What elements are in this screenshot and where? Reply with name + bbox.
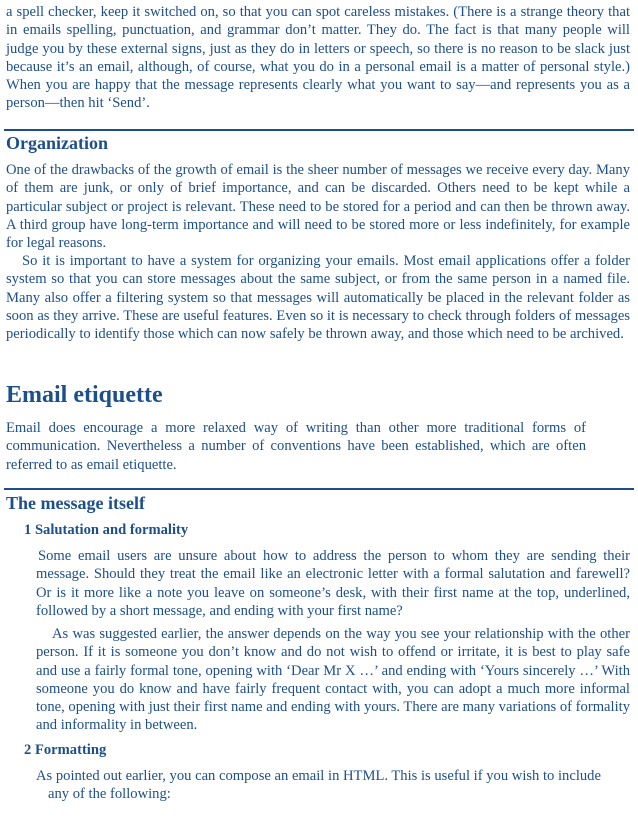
section-divider [4,129,634,131]
organization-heading: Organization [6,133,108,153]
organization-paragraph-2: So it is important to have a system for organizing your emails. Most email applications offer a folder system so that you can store messages about the same subject, or from the same person in a named file. Many also offer a filtering system so that messages will automatically be placed in the relevant folder as soon as they arrive. These are useful features. Even so it is necessary to check through folders of messages periodically to identify those which can now safely be thrown away, and those which need to be archived. [6,253,630,343]
salutation-paragraph-2: As was suggested earlier, the answer depends on the way you see your relationship with the other person. If it is someone you don’t know and do not wish to offend or irritate, it is best to play safe and use a fairly formal tone, opening with ‘Dear Mr X …’ and ending with ‘Yours sincerely …’ With someone you do know and have fairly frequent contact with, you can adopt a much more informal tone, opening with just their first name and ending with yours. There are many variations of formality and informality in between. [36,626,630,734]
organization-paragraph-1: One of the drawbacks of the growth of email is the sheer number of messages we receive every day. Many of them are junk, or only of brief importance, and can be discarded. Others need to be kept while a particular subject or project is relevant. These need to be stored for a period and can then be thrown away. A third group have long-term importance and will need to be stored more or less indefinitely, for example for legal reasons. [6,162,630,252]
etiquette-paragraph: Email does encourage a more relaxed way of writing than other more traditional forms of communication. Nevertheless a number of conventions have been established, which are often referred to as email etiquette. [6,420,586,473]
section-divider [4,488,634,490]
formatting-heading: 2 Formatting [24,742,107,758]
message-itself-heading: The message itself [6,493,145,513]
intro-paragraph: a spell checker, keep it switched on, so that you can spot careless mistakes. (There is a strange theory that in emails spelling, punctuation, and grammar don’t matter. They do. The fact is that many people will judge you by these external signs, just as they do in letters or speech, so there is no reason to be slack just because it’s an email, although, of course, what you do in a personal email is a matter of personal style.) When you are happy that the message represents clearly what you want to say—and represents you as a person—then hit ‘Send’. [6,4,630,112]
salutation-heading: 1 Salutation and formality [24,522,189,538]
formatting-paragraph-line-1: As pointed out earlier, you can compose an email in HTML. This is useful if you wish to include [36,768,601,784]
salutation-paragraph-1: Some email users are unsure about how to address the person to whom they are sending their message. Should they treat the email like an electronic letter with a formal salutation and farewell? Or is it more like a note you leave on someone’s desk, with their first name at the top, underlined, followed by a short message, and ending with your first name? [36,548,630,619]
email-etiquette-heading: Email etiquette [6,382,163,408]
formatting-paragraph-line-2: any of the following: [48,786,171,802]
